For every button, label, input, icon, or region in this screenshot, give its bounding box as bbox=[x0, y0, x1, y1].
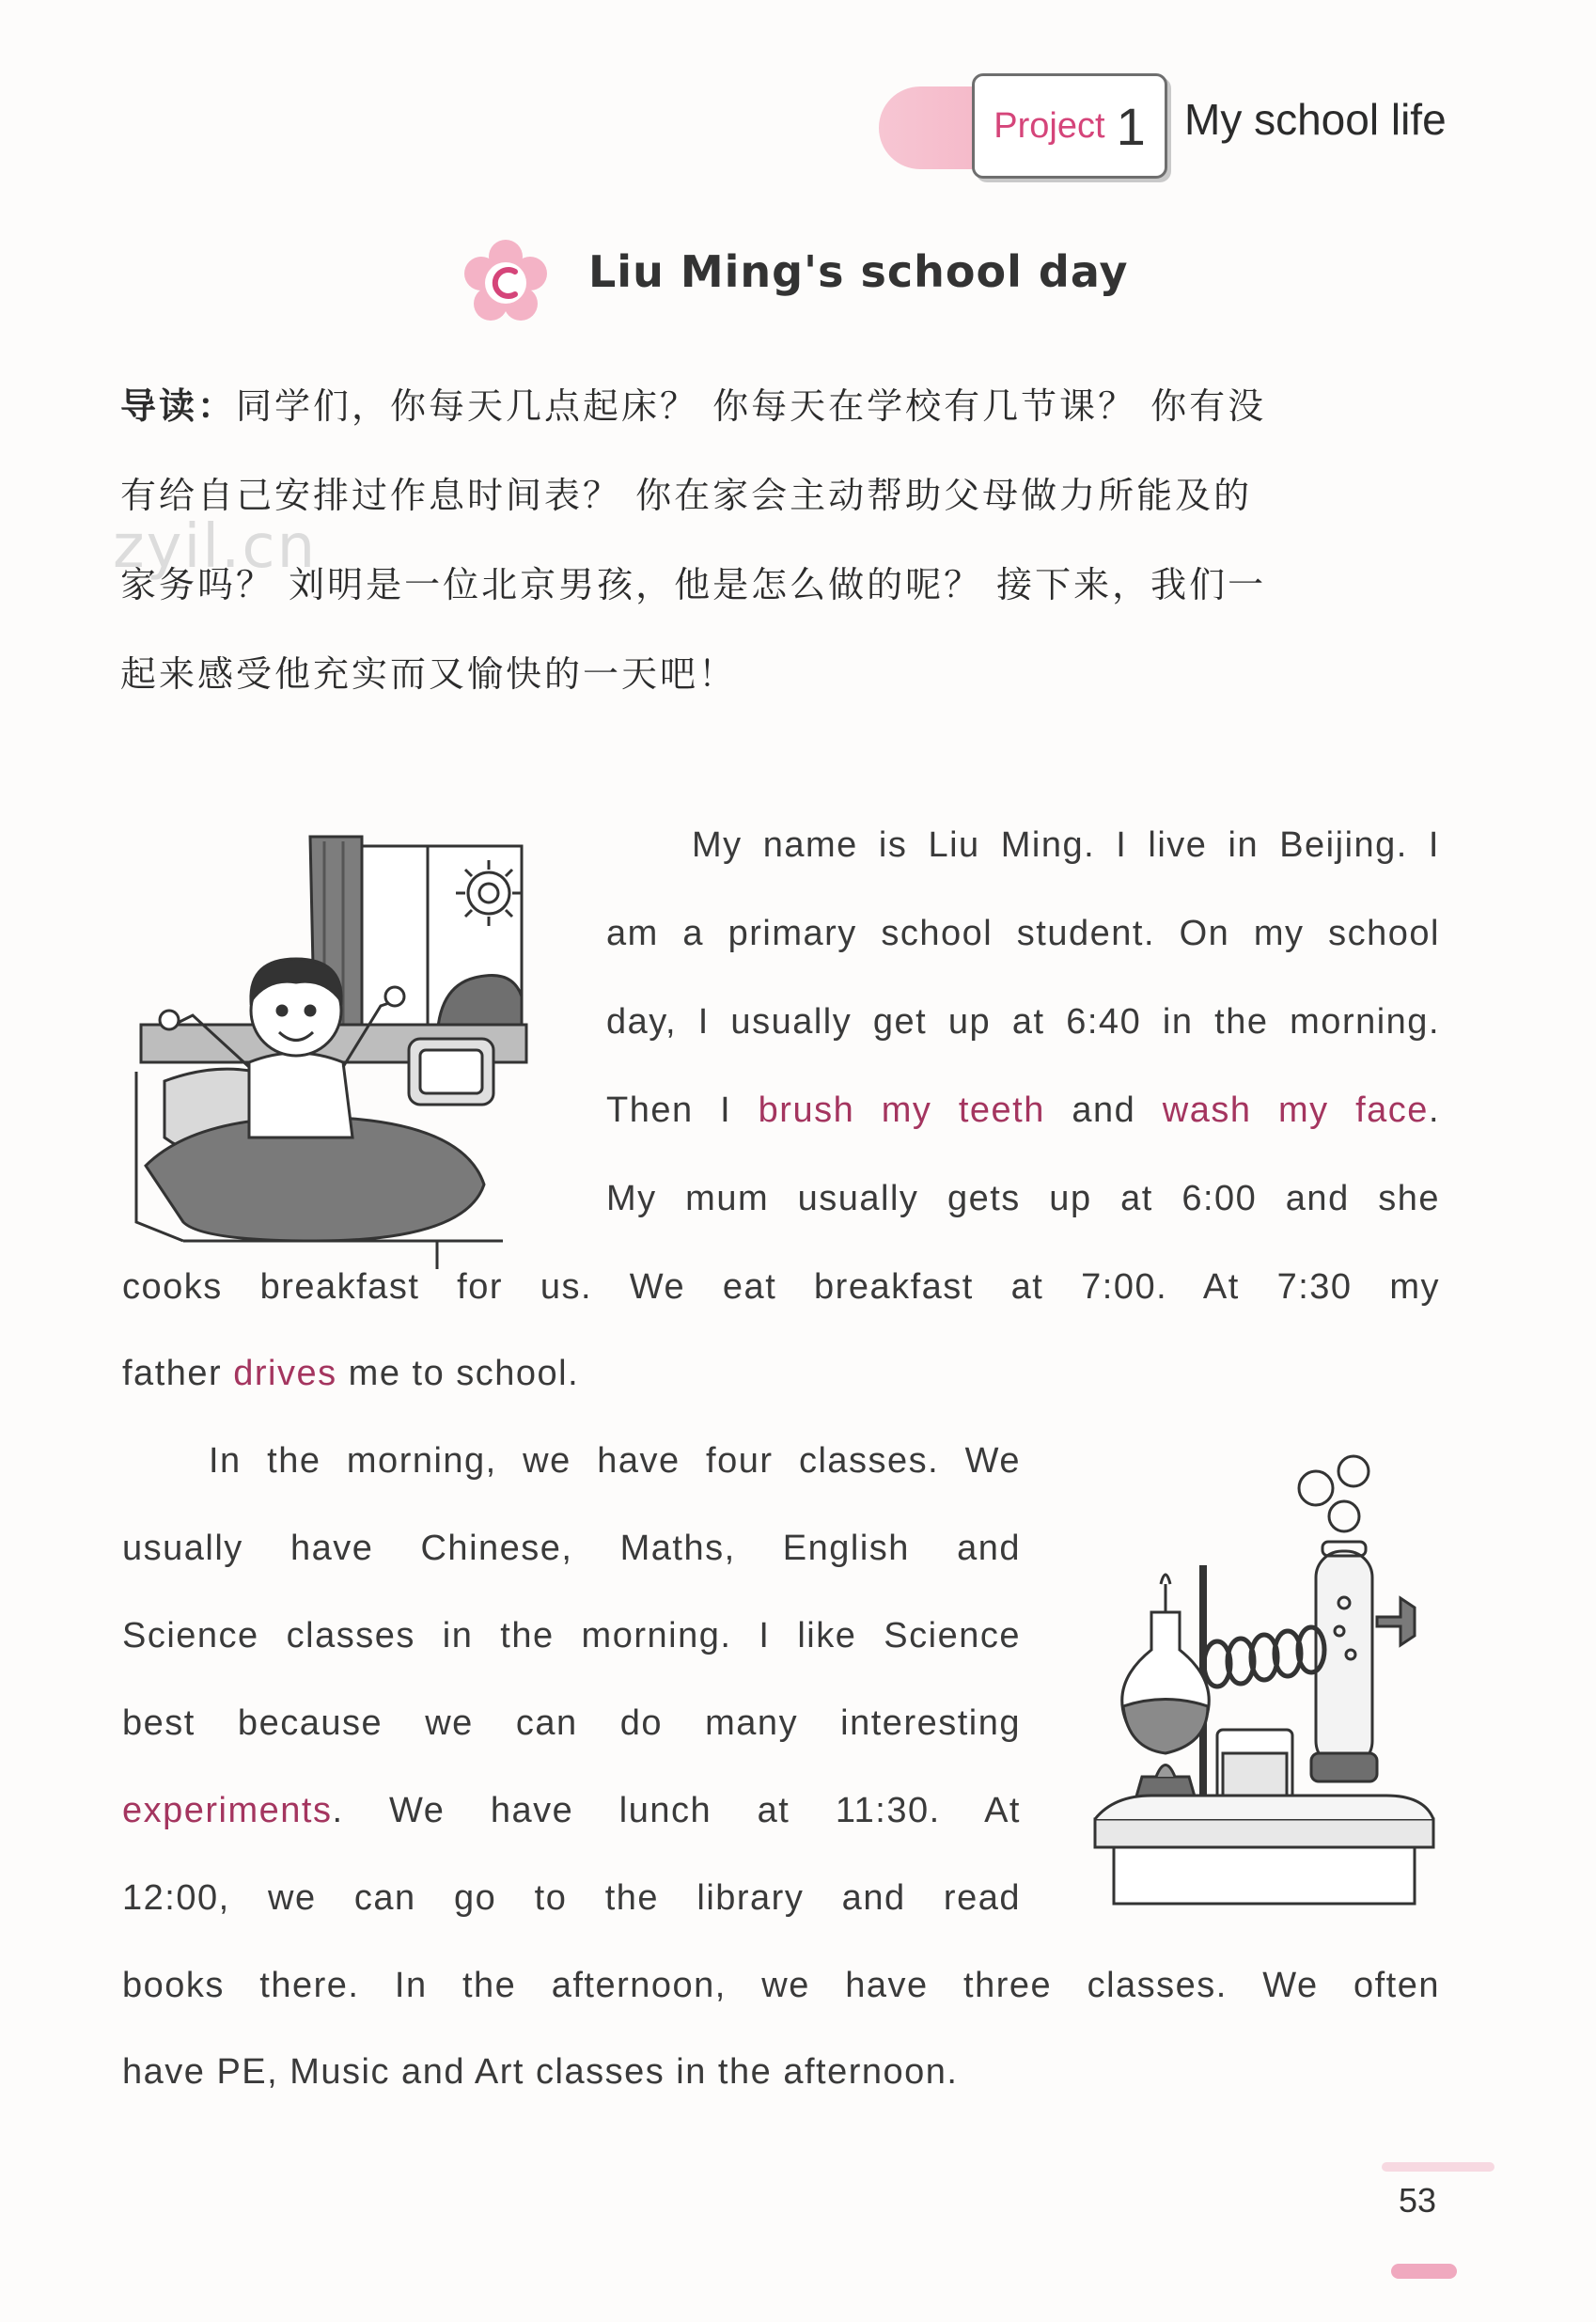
para1-line-4 bbox=[606, 1090, 1440, 1131]
page-title: Liu Ming's school day bbox=[588, 246, 1129, 297]
para2-line-6: 12:00, we can go to the library and read bbox=[122, 1878, 1021, 1918]
para1-line-2: am a primary school student. On my school bbox=[606, 914, 1440, 953]
section-title: My school life bbox=[1184, 95, 1447, 144]
text-span: Then I bbox=[606, 1090, 759, 1130]
para1-line-6: cooks breakfast for us. We eat breakfast at 7:00. At 7:30 my bbox=[122, 1267, 1440, 1307]
text-span: and bbox=[1044, 1090, 1163, 1130]
para2-line-7: books there. In the afternoon, we have three classes. We often bbox=[122, 1966, 1440, 2005]
para1-line-5: My mum usually gets up at 6:00 and she bbox=[606, 1179, 1440, 1218]
intro-line-1 bbox=[120, 362, 1436, 451]
highlight-wash-face: wash my face bbox=[1162, 1090, 1429, 1130]
boy-waking-illustration bbox=[127, 827, 559, 1269]
para1-line-3: day, I usually get up at 6:40 in the morning. bbox=[606, 1002, 1440, 1042]
page-number: 53 bbox=[1399, 2181, 1437, 2220]
para2-line-1: In the morning, we have four classes. We bbox=[209, 1441, 1021, 1481]
project-word: Project bbox=[994, 105, 1105, 146]
project-number: 1 bbox=[1116, 96, 1146, 156]
intro-line-text: 同学们，你每天几点起床？ 你每天在学校有几节课？ 你有没 bbox=[236, 385, 1267, 427]
text-span: me to school. bbox=[336, 1354, 580, 1393]
highlight-drives: drives bbox=[233, 1354, 337, 1393]
para2-line-3: Science classes in the morning. I like Science bbox=[122, 1616, 1021, 1655]
project-tab bbox=[972, 73, 1167, 179]
intro-line-3: 家务吗？ 刘明是一位北京男孩，他是怎么做的呢？ 接下来，我们一 bbox=[120, 564, 1267, 605]
para2-line-8: have PE, Music and Art classes in the afternoon. bbox=[122, 2052, 959, 2092]
page-number-tab bbox=[1391, 2264, 1457, 2279]
para2-line-4: best because we can do many interesting bbox=[122, 1703, 1021, 1743]
intro-label: 导读： bbox=[120, 385, 237, 427]
para2-line-5 bbox=[122, 1791, 1021, 1831]
highlight-experiments: experiments bbox=[122, 1791, 333, 1830]
para1-line-7 bbox=[122, 1354, 579, 1394]
intro-line-4: 起来感受他充实而又愉快的一天吧！ bbox=[120, 653, 738, 695]
text-span: . bbox=[1428, 1090, 1440, 1130]
para1-line-1: My name is Liu Ming. I live in Beijing. I bbox=[692, 825, 1440, 865]
para2-line-2: usually have Chinese, Maths, English and bbox=[122, 1529, 1021, 1568]
flower-icon bbox=[462, 240, 549, 326]
page-number-deco bbox=[1382, 2162, 1494, 2172]
text-span: father bbox=[122, 1354, 234, 1393]
highlight-brush-teeth: brush my teeth bbox=[758, 1090, 1045, 1130]
science-lab-illustration bbox=[1076, 1443, 1452, 1913]
intro-line-2: 有给自己安排过作息时间表？ 你在家会主动帮助父母做力所能及的 bbox=[120, 475, 1253, 516]
text-span: . We have lunch at 11:30. At bbox=[332, 1791, 1021, 1830]
intro-text bbox=[120, 362, 1436, 719]
watermark: zyil.cn bbox=[113, 512, 318, 582]
